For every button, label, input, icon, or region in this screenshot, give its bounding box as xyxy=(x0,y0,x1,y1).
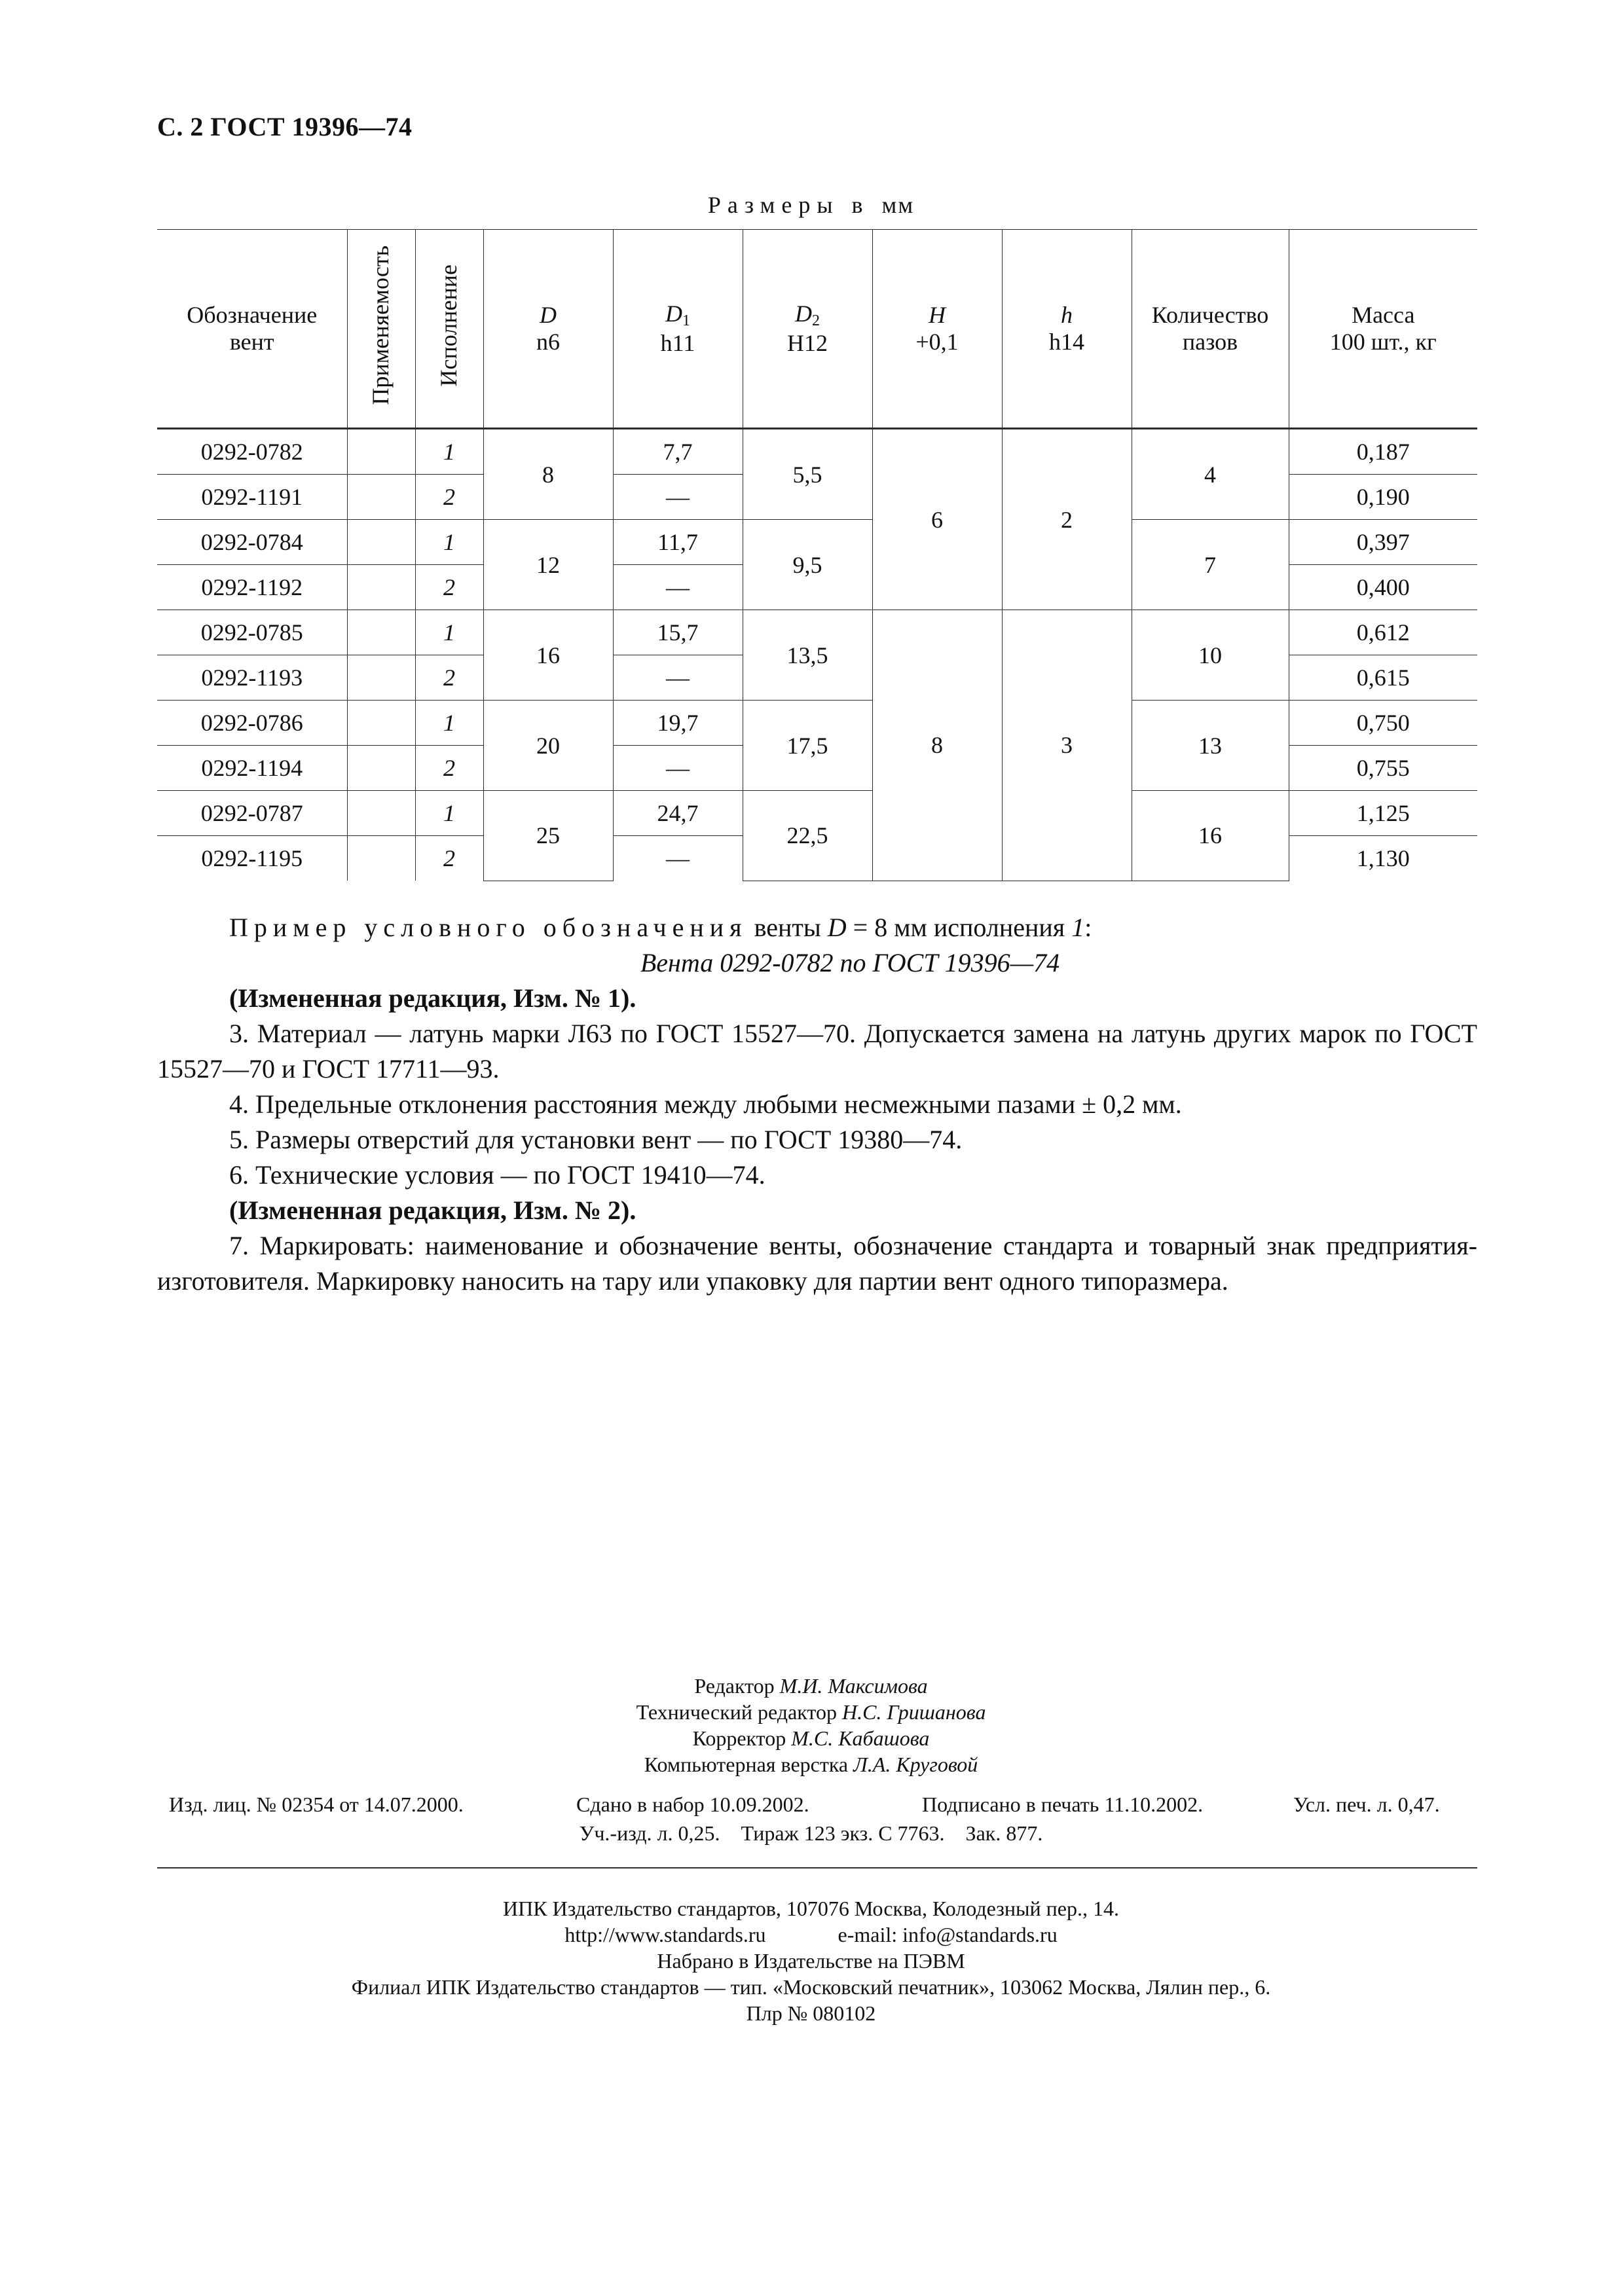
editorial-credits xyxy=(0,1673,1622,1777)
credit-name: Н.С. Гришанова xyxy=(841,1700,986,1724)
header-d xyxy=(483,230,613,429)
cell-designation: 0292-1192 xyxy=(157,565,347,610)
cell-d1: — xyxy=(613,746,743,791)
designation-example xyxy=(157,910,1477,945)
cell-version: 1 xyxy=(415,610,483,655)
cell-designation: 0292-0784 xyxy=(157,520,347,565)
dimensions-table xyxy=(157,229,1477,881)
publisher-branch: Филиал ИПК Издательство стандартов — тип. «Московский печатник», 103062 Москва, Лялин пер., 6. xyxy=(351,1975,1271,1999)
cell-mass: 0,187 xyxy=(1289,429,1477,475)
cell-version: 1 xyxy=(415,791,483,836)
cell-designation: 0292-1193 xyxy=(157,655,347,701)
header-version-label: Исполнение xyxy=(435,264,462,387)
cell-mass: 0,612 xyxy=(1289,610,1477,655)
cell-version: 2 xyxy=(415,475,483,520)
header-d2 xyxy=(743,230,872,429)
cell-d2: 13,5 xyxy=(743,610,872,701)
header-h-symbol: H xyxy=(929,301,946,328)
header-slots-line2: пазов xyxy=(1182,329,1238,355)
header-version xyxy=(415,230,483,429)
publisher-contacts xyxy=(0,1922,1622,1948)
cell-designation: 0292-1191 xyxy=(157,475,347,520)
cell-d1: 24,7 xyxy=(613,791,743,836)
cell-applicability xyxy=(347,836,415,881)
header-designation-line1: Обозначение xyxy=(187,301,318,328)
table-row xyxy=(157,610,1477,655)
cell-d: 25 xyxy=(483,791,613,881)
cell-designation: 0292-0782 xyxy=(157,429,347,475)
header-d2-subscript: 2 xyxy=(812,312,820,329)
credit-name: М.С. Кабашова xyxy=(791,1726,930,1750)
cell-version: 2 xyxy=(415,655,483,701)
example-d-symbol: D xyxy=(827,913,847,942)
example-text-end: : xyxy=(1084,913,1092,942)
credit-role: Редактор xyxy=(694,1674,775,1698)
cell-d: 16 xyxy=(483,610,613,701)
cell-applicability xyxy=(347,520,415,565)
header-h xyxy=(872,230,1002,429)
header-hsmall-symbol: h xyxy=(1061,301,1073,328)
header-slots xyxy=(1132,230,1289,429)
cell-d1: — xyxy=(613,655,743,701)
cell-applicability xyxy=(347,475,415,520)
example-spaced-heading: Пример условного обозначения xyxy=(229,913,748,942)
cell-mass: 0,755 xyxy=(1289,746,1477,791)
cell-slots: 13 xyxy=(1132,701,1289,791)
clause-paragraph: 6. Технические условия — по ГОСТ 19410—74. xyxy=(229,1160,765,1190)
credit-name: М.И. Максимова xyxy=(779,1674,928,1698)
cell-d1: — xyxy=(613,836,743,881)
table-row xyxy=(157,429,1477,475)
header-designation-line2: вент xyxy=(229,329,274,355)
cell-h: 8 xyxy=(872,610,1002,881)
example-version: 1 xyxy=(1071,913,1085,942)
header-d-tolerance: n6 xyxy=(536,329,560,355)
body-text xyxy=(157,910,1477,1299)
cell-mass: 1,130 xyxy=(1289,836,1477,881)
cell-applicability xyxy=(347,565,415,610)
imprint-print-sheets: Усл. печ. л. 0,47. xyxy=(1293,1793,1440,1816)
header-applicability-label: Применяемость xyxy=(367,246,394,406)
header-d1 xyxy=(613,230,743,429)
cell-d: 12 xyxy=(483,520,613,610)
example-text-mid: = 8 мм исполнения xyxy=(853,913,1065,942)
amendment-note: (Измененная редакция, Изм. № 2). xyxy=(229,1195,636,1225)
publisher-address: ИПК Издательство стандартов, 107076 Москва, Колодезный пер., 14. xyxy=(503,1897,1119,1920)
credit-name: Л.А. Круговой xyxy=(853,1753,978,1776)
cell-h: 6 xyxy=(872,429,1002,610)
clause-paragraph: 4. Предельные отклонения расстояния между любыми несмежными пазами ± 0,2 мм. xyxy=(229,1089,1182,1119)
cell-version: 2 xyxy=(415,565,483,610)
designation-example-reference: Вента 0292-0782 по ГОСТ 19396—74 xyxy=(640,948,1060,977)
cell-slots: 4 xyxy=(1132,429,1289,520)
clauses-list xyxy=(157,981,1477,1299)
cell-mass: 1,125 xyxy=(1289,791,1477,836)
cell-mass: 0,190 xyxy=(1289,475,1477,520)
cell-mass: 0,750 xyxy=(1289,701,1477,746)
cell-slots: 16 xyxy=(1132,791,1289,881)
cell-d: 8 xyxy=(483,429,613,520)
imprint-divider xyxy=(157,1867,1477,1868)
cell-d: 20 xyxy=(483,701,613,791)
header-slots-line1: Количество xyxy=(1151,301,1269,328)
cell-mass: 0,397 xyxy=(1289,520,1477,565)
cell-applicability xyxy=(347,429,415,475)
publisher-license: Плр № 080102 xyxy=(746,2001,876,2025)
cell-version: 1 xyxy=(415,429,483,475)
cell-applicability xyxy=(347,746,415,791)
imprint-signed: Подписано в печать 11.10.2002. xyxy=(922,1793,1204,1816)
cell-applicability xyxy=(347,655,415,701)
credit-role: Технический редактор xyxy=(636,1700,837,1724)
credit-line xyxy=(0,1751,1622,1777)
publisher-email[interactable]: e-mail: info@standards.ru xyxy=(838,1923,1058,1946)
cell-hsmall: 3 xyxy=(1002,610,1132,881)
header-hsmall xyxy=(1002,230,1132,429)
header-d-symbol: D xyxy=(540,301,557,328)
table-row xyxy=(157,520,1477,565)
cell-d1: — xyxy=(613,565,743,610)
clause-paragraph: 7. Маркировать: наименование и обозначение венты, обозначение стандарта и товарный знак предприятия-изготовителя. Маркировку наносить на тару или упаковку для партии вент одного типоразмера. xyxy=(157,1231,1477,1296)
cell-mass: 0,615 xyxy=(1289,655,1477,701)
cell-d2: 5,5 xyxy=(743,429,872,520)
header-designation xyxy=(157,230,347,429)
header-mass xyxy=(1289,230,1477,429)
header-hsmall-tolerance: h14 xyxy=(1049,329,1084,355)
cell-slots: 7 xyxy=(1132,520,1289,610)
publisher-typeset-note: Набрано в Издательстве на ПЭВМ xyxy=(657,1949,965,1973)
publisher-url[interactable]: http://www.standards.ru xyxy=(564,1923,766,1946)
dimensions-table-body xyxy=(157,429,1477,881)
header-h-tolerance: +0,1 xyxy=(915,329,959,355)
cell-d1: 19,7 xyxy=(613,701,743,746)
header-d1-tolerance: h11 xyxy=(660,330,695,357)
cell-hsmall: 2 xyxy=(1002,429,1132,610)
imprint-license: Изд. лиц. № 02354 от 14.07.2000. xyxy=(169,1793,464,1816)
cell-designation: 0292-1194 xyxy=(157,746,347,791)
imprint-submitted: Сдано в набор 10.09.2002. xyxy=(576,1793,809,1816)
clause-paragraph: 5. Размеры отверстий для установки вент — по ГОСТ 19380—74. xyxy=(229,1125,963,1154)
credit-role: Компьютерная верстка xyxy=(644,1753,849,1776)
amendment-note: (Измененная редакция, Изм. № 1). xyxy=(229,983,636,1013)
dimensions-table-container xyxy=(157,229,1477,881)
credit-role: Корректор xyxy=(692,1726,786,1750)
cell-d2: 17,5 xyxy=(743,701,872,791)
cell-version: 1 xyxy=(415,701,483,746)
running-header: С. 2 ГОСТ 19396—74 xyxy=(157,112,413,141)
cell-version: 2 xyxy=(415,836,483,881)
header-d1-subscript: 1 xyxy=(682,312,690,329)
cell-d2: 9,5 xyxy=(743,520,872,610)
credit-line xyxy=(0,1673,1622,1699)
cell-d1: 15,7 xyxy=(613,610,743,655)
table-header-row xyxy=(157,230,1477,429)
cell-d2: 22,5 xyxy=(743,791,872,881)
cell-applicability xyxy=(347,791,415,836)
header-d1-symbol: D xyxy=(665,300,682,327)
header-applicability xyxy=(347,230,415,429)
cell-designation: 0292-1195 xyxy=(157,836,347,881)
cell-applicability xyxy=(347,701,415,746)
table-row xyxy=(157,701,1477,746)
header-d2-tolerance: H12 xyxy=(787,330,828,357)
cell-version: 2 xyxy=(415,746,483,791)
example-text-before: венты xyxy=(754,913,821,942)
credit-line xyxy=(0,1725,1622,1751)
table-caption-unit: мм xyxy=(881,192,915,218)
cell-designation: 0292-0787 xyxy=(157,791,347,836)
cell-slots: 10 xyxy=(1132,610,1289,701)
cell-d1: 7,7 xyxy=(613,429,743,475)
table-caption xyxy=(0,191,1622,219)
header-d2-symbol: D xyxy=(795,300,812,327)
table-row xyxy=(157,791,1477,836)
imprint-line-2: Уч.-изд. л. 0,25. Тираж 123 экз. С 7763. Зак. 877. xyxy=(579,1821,1043,1845)
publisher-block xyxy=(0,1895,1622,2026)
cell-d1: — xyxy=(613,475,743,520)
cell-designation: 0292-0786 xyxy=(157,701,347,746)
cell-applicability xyxy=(347,610,415,655)
cell-mass: 0,400 xyxy=(1289,565,1477,610)
header-mass-line1: Масса xyxy=(1352,301,1415,328)
cell-version: 1 xyxy=(415,520,483,565)
table-caption-label: Размеры в xyxy=(707,192,870,218)
header-mass-line2: 100 шт., кг xyxy=(1329,329,1437,355)
credit-line xyxy=(0,1699,1622,1725)
cell-d1: 11,7 xyxy=(613,520,743,565)
clause-paragraph: 3. Материал — латунь марки Л63 по ГОСТ 15527—70. Допускается замена на латунь других марок по ГОСТ 15527—70 и ГОСТ 17711—93. xyxy=(157,1019,1477,1084)
cell-designation: 0292-0785 xyxy=(157,610,347,655)
